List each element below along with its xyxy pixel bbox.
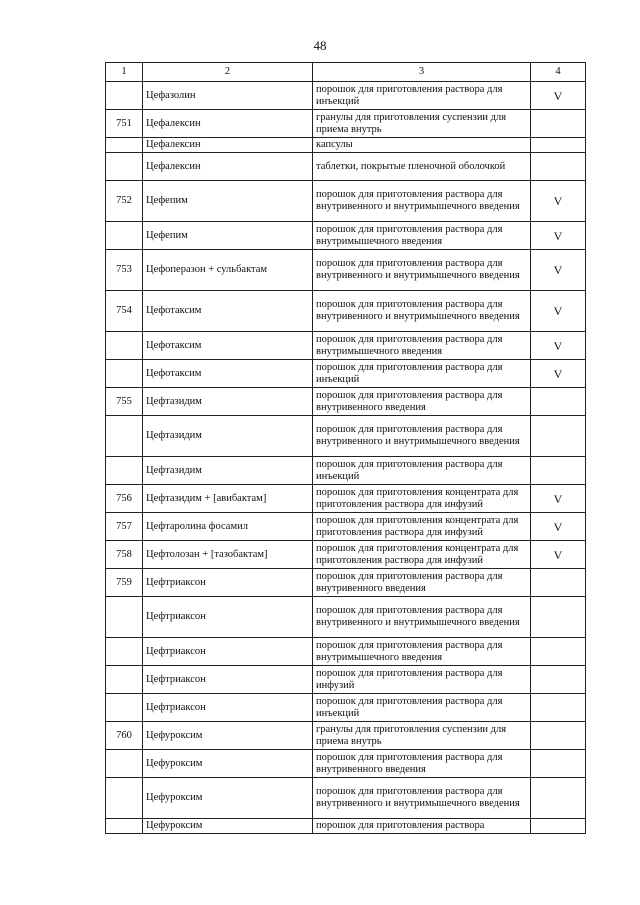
drug-name: Цефтаролина фосамил (143, 513, 313, 541)
dosage-form: порошок для приготовления раствора для внутривенного введения (313, 388, 531, 416)
v-mark (531, 694, 586, 722)
dosage-form: порошок для приготовления раствора для внутривенного введения (313, 750, 531, 778)
row-number (106, 694, 143, 722)
dosage-form: порошок для приготовления раствора для внутривенного и внутримышечного введения (313, 778, 531, 819)
v-mark (531, 597, 586, 638)
table-row (106, 416, 586, 457)
dosage-form: таблетки, покрытые пленочной оболочкой (313, 153, 531, 181)
drug-name: Цефотаксим (143, 360, 313, 388)
table-row (106, 82, 586, 110)
v-mark: V (531, 291, 586, 332)
v-mark: V (531, 513, 586, 541)
drug-name: Цефтазидим (143, 457, 313, 485)
dosage-form: гранулы для приготовления суспензии для приема внутрь (313, 110, 531, 138)
drug-name: Цефотаксим (143, 291, 313, 332)
drug-name: Цефазолин (143, 82, 313, 110)
v-mark (531, 819, 586, 834)
table-row (106, 541, 586, 569)
table-row (106, 222, 586, 250)
table-row (106, 181, 586, 222)
column-header: 2 (143, 63, 313, 82)
dosage-form: порошок для приготовления раствора для инъекций (313, 457, 531, 485)
table-row (106, 485, 586, 513)
dosage-form: порошок для приготовления концентрата для приготовления раствора для инфузий (313, 485, 531, 513)
table-row (106, 722, 586, 750)
v-mark (531, 750, 586, 778)
drug-name: Цефтазидим (143, 416, 313, 457)
table-row (106, 153, 586, 181)
v-mark (531, 457, 586, 485)
v-mark (531, 722, 586, 750)
drug-name: Цефоперазон + сульбактам (143, 250, 313, 291)
drug-name: Цефалексин (143, 110, 313, 138)
row-number: 755 (106, 388, 143, 416)
table-row (106, 569, 586, 597)
v-mark: V (531, 332, 586, 360)
row-number: 751 (106, 110, 143, 138)
row-number (106, 666, 143, 694)
v-mark (531, 110, 586, 138)
dosage-form: порошок для приготовления раствора для внутривенного и внутримышечного введения (313, 250, 531, 291)
row-number (106, 138, 143, 153)
v-mark: V (531, 250, 586, 291)
drug-name: Цефтазидим + [авибактам] (143, 485, 313, 513)
v-mark (531, 778, 586, 819)
dosage-form: порошок для приготовления раствора для внутримышечного введения (313, 638, 531, 666)
drug-name: Цефтазидим (143, 388, 313, 416)
dosage-form: порошок для приготовления раствора для внутривенного и внутримышечного введения (313, 291, 531, 332)
drug-name: Цефепим (143, 222, 313, 250)
v-mark (531, 638, 586, 666)
v-mark: V (531, 541, 586, 569)
dosage-form: порошок для приготовления раствора для инфузий (313, 666, 531, 694)
table-row (106, 457, 586, 485)
row-number (106, 457, 143, 485)
dosage-form: порошок для приготовления концентрата для приготовления раствора для инфузий (313, 541, 531, 569)
column-header: 4 (531, 63, 586, 82)
table-row (106, 332, 586, 360)
v-mark (531, 138, 586, 153)
dosage-form: порошок для приготовления раствора (313, 819, 531, 834)
row-number (106, 638, 143, 666)
page-number: 48 (313, 38, 327, 53)
v-mark (531, 388, 586, 416)
v-mark (531, 153, 586, 181)
table-row (106, 778, 586, 819)
dosage-form: порошок для приготовления раствора для внутривенного введения (313, 569, 531, 597)
row-number (106, 332, 143, 360)
row-number (106, 778, 143, 819)
table-row (106, 250, 586, 291)
drug-name: Цефуроксим (143, 750, 313, 778)
dosage-form: порошок для приготовления раствора для внутривенного и внутримышечного введения (313, 181, 531, 222)
table-row (106, 138, 586, 153)
row-number: 757 (106, 513, 143, 541)
drug-table (105, 62, 586, 834)
v-mark: V (531, 360, 586, 388)
dosage-form: порошок для приготовления раствора для инъекций (313, 694, 531, 722)
row-number (106, 416, 143, 457)
dosage-form: порошок для приготовления раствора для внутривенного и внутримышечного введения (313, 416, 531, 457)
row-number (106, 819, 143, 834)
column-header: 3 (313, 63, 531, 82)
drug-name: Цефтриаксон (143, 694, 313, 722)
v-mark (531, 569, 586, 597)
drug-name: Цефалексин (143, 138, 313, 153)
row-number: 758 (106, 541, 143, 569)
dosage-form: капсулы (313, 138, 531, 153)
row-number: 753 (106, 250, 143, 291)
dosage-form: гранулы для приготовления суспензии для приема внутрь (313, 722, 531, 750)
row-number: 756 (106, 485, 143, 513)
drug-name: Цефтриаксон (143, 597, 313, 638)
table-row (106, 110, 586, 138)
drug-name: Цефтриаксон (143, 666, 313, 694)
table-row (106, 291, 586, 332)
v-mark: V (531, 82, 586, 110)
table-row (106, 597, 586, 638)
v-mark (531, 416, 586, 457)
dosage-form: порошок для приготовления раствора для внутривенного и внутримышечного введения (313, 597, 531, 638)
dosage-form: порошок для приготовления раствора для инъекций (313, 360, 531, 388)
dosage-form: порошок для приготовления раствора для внутримышечного введения (313, 222, 531, 250)
drug-name: Цефуроксим (143, 819, 313, 834)
drug-name: Цефалексин (143, 153, 313, 181)
row-number (106, 750, 143, 778)
dosage-form: порошок для приготовления раствора для инъекций (313, 82, 531, 110)
v-mark: V (531, 485, 586, 513)
row-number: 754 (106, 291, 143, 332)
drug-name: Цефуроксим (143, 722, 313, 750)
drug-name: Цефтриаксон (143, 638, 313, 666)
v-mark: V (531, 222, 586, 250)
drug-name: Цефепим (143, 181, 313, 222)
dosage-form: порошок для приготовления концентрата для приготовления раствора для инфузий (313, 513, 531, 541)
row-number: 752 (106, 181, 143, 222)
v-mark: V (531, 181, 586, 222)
table-body (106, 82, 586, 834)
table-row (106, 638, 586, 666)
table-row (106, 666, 586, 694)
drug-name: Цефуроксим (143, 778, 313, 819)
table-row (106, 360, 586, 388)
table-row (106, 694, 586, 722)
drug-name: Цефотаксим (143, 332, 313, 360)
row-number (106, 360, 143, 388)
row-number: 759 (106, 569, 143, 597)
row-number (106, 222, 143, 250)
table-row (106, 819, 586, 834)
row-number (106, 597, 143, 638)
row-number (106, 82, 143, 110)
drug-name: Цефтолозан + [тазобактам] (143, 541, 313, 569)
table-header-row (106, 63, 586, 82)
table-row (106, 388, 586, 416)
v-mark (531, 666, 586, 694)
row-number: 760 (106, 722, 143, 750)
drug-name: Цефтриаксон (143, 569, 313, 597)
row-number (106, 153, 143, 181)
dosage-form: порошок для приготовления раствора для внутримышечного введения (313, 332, 531, 360)
column-header: 1 (106, 63, 143, 82)
table-row (106, 513, 586, 541)
table-row (106, 750, 586, 778)
